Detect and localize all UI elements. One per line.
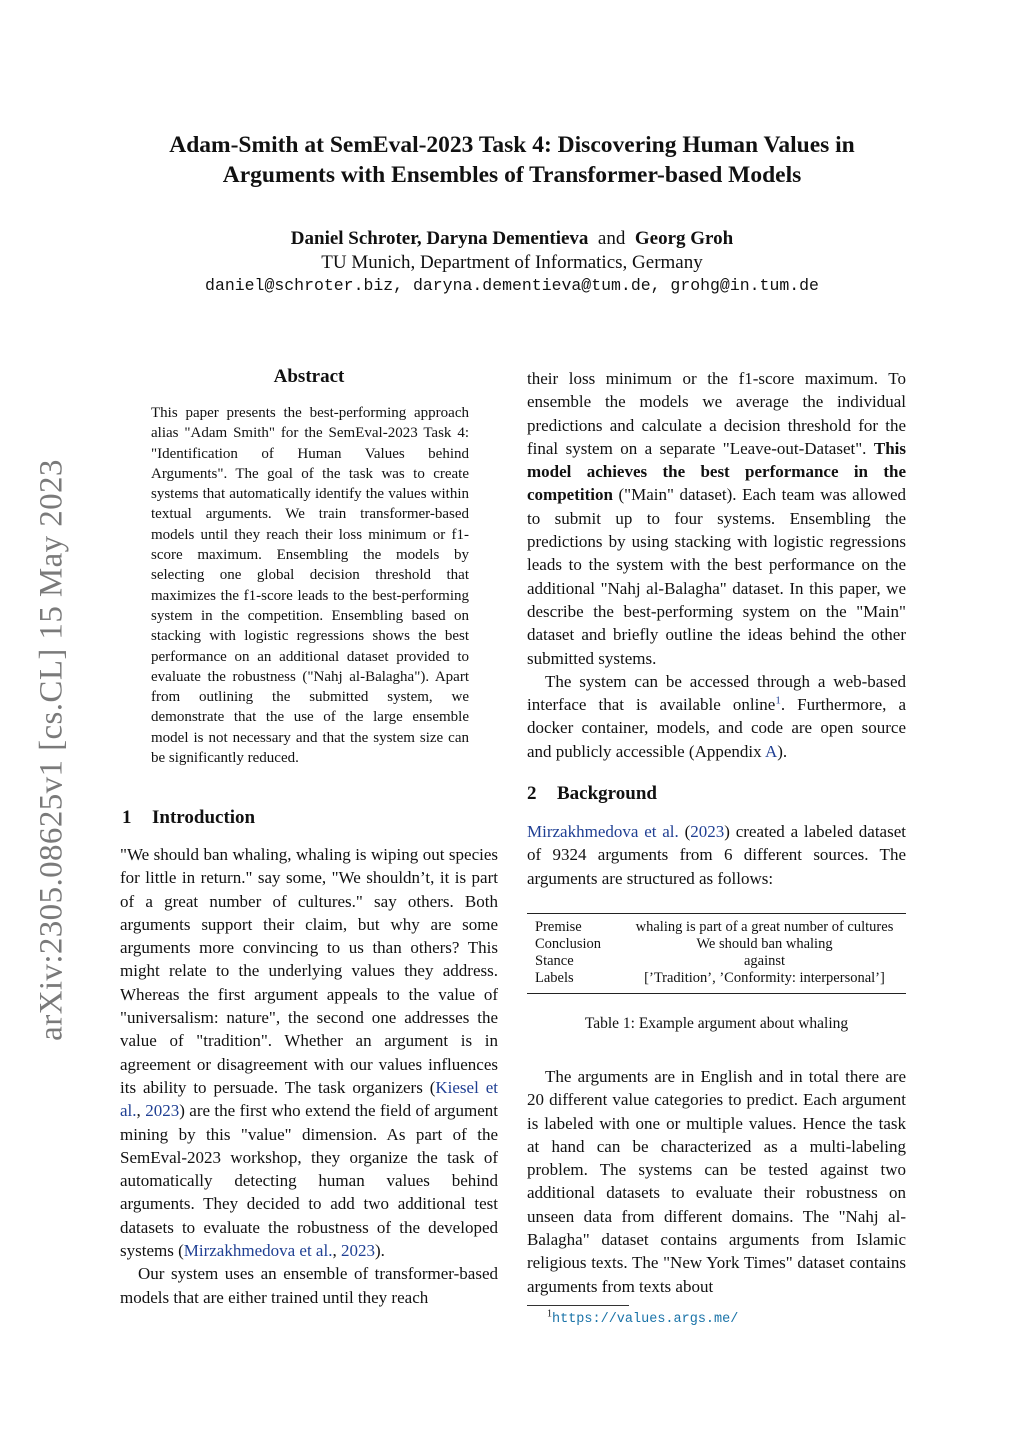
section-2-heading	[527, 782, 657, 806]
table-key-cell: Stance	[535, 953, 574, 969]
intro-text-a: "We should ban whaling, whaling is wiping out species for little in return." say some, "We shouldn’t, it is part of a great number of cultures." say others. Both arguments support their claim, but why are some arguments more convincing to us than others? This might relate to the underlying values they address. Whereas the first argument appeals to the value of "universalism: nature", the second one addresses the value of "tradition". Whether an argument is in agreement or disagreement with our values influences its ability to persuade. The task organizers (	[120, 845, 498, 1097]
author-emails: daniel@schroter.biz, daryna.dementieva@tum.de, grohg@in.tum.de	[205, 276, 819, 295]
footnote-1-mark: 1	[547, 1308, 552, 1320]
title-line-1: Adam-Smith at SemEval-2023 Task 4: Discovering Human Values in	[169, 132, 855, 158]
table-1-caption: Table 1: Example argument about whaling	[584, 1015, 849, 1032]
section-1-title: Introduction	[152, 807, 256, 828]
table-key-cell: Conclusion	[535, 936, 602, 952]
table-value-cell: whaling is part of a great number of cultures	[635, 919, 894, 935]
footnote-1	[547, 1310, 738, 1327]
intro-paragraph-1	[120, 843, 498, 1262]
table-row	[527, 970, 906, 987]
abstract-text: This paper presents the best-performing approach alias "Adam Smith" for the SemEval-2023 Task 4: "Identification of Human Values behind Arguments". The goal of the task was to create systems that automatically identify the values within textual arguments. We train transformer-based models until they reach their loss minimum or f1-score maximum. Ensembling the models by selecting one global decision threshold that maximizes the f1-score leads to the best-performing system in the competition. Ensembling based on stacking with logistic regressions shows the best performance on an additional dataset provided to evaluate the robustness ("Nahj al-Balagha"). Apart from outlining the submitted system, we demonstrate that the use of the large ensemble model is not necessary and that the system size can be significantly reduced.	[151, 405, 469, 767]
cite-mirzakhmedova-year[interactable]: 2023	[340, 1241, 375, 1261]
section-1-heading	[122, 806, 255, 830]
table-key-cell: Premise	[535, 919, 582, 935]
right-text-d: . Furthermore, a docker container, models, and code are open source and publicly accessible (Appendix	[527, 695, 906, 761]
authors-block	[120, 227, 904, 275]
cite-kiesel-name[interactable]: Kiesel et al.	[120, 1077, 498, 1121]
table-key-cell: Labels	[535, 970, 574, 986]
arxiv-sidebar	[32, 430, 72, 1070]
author-names	[120, 227, 904, 251]
cite-mirzakhmedova-name[interactable]: Mirzakhmedova et al.	[183, 1241, 333, 1261]
authors-last: Georg Groh	[634, 228, 734, 249]
abstract-heading: Abstract	[273, 366, 345, 387]
affiliation: TU Munich, Department of Informatics, Germany	[321, 252, 703, 273]
table-row	[527, 936, 906, 953]
background-continued	[527, 1065, 906, 1298]
table-value-cell: [’Tradition’, ’Conformity: interpersonal’]	[644, 970, 885, 986]
footnote-divider	[527, 1305, 629, 1306]
cite-kiesel-sep: ,	[136, 1101, 146, 1121]
cite-kiesel-year[interactable]: 2023	[145, 1101, 180, 1121]
table-value-cell: We should ban whaling	[696, 936, 833, 952]
arxiv-identifier: arXiv:2305.08625v1 [cs.CL] 15 May 2023	[33, 459, 70, 1041]
table-row	[527, 953, 906, 970]
right-column-body	[527, 367, 906, 763]
background-paragraph-2: The arguments are in English and in total there are 20 different value categories to predict. Each argument is labeled with one or multiple values. Hence the task at hand can be characterized as a multi-labeling problem. The systems can be tested against two additional datasets to evaluate their robustness on unseen data from different domains. The "Nahj al-Balagha" dataset contains arguments from Islamic religious texts. The "New York Times" dataset contains arguments from texts about	[527, 1067, 906, 1296]
example-argument-table	[527, 913, 906, 994]
online-interface-paragraph	[527, 670, 906, 763]
intro-text-c: ).	[374, 1241, 385, 1261]
footnote-1-url[interactable]: https://values.args.me/	[552, 1312, 739, 1327]
right-text-b: ("Main" dataset). Each team was allowed to submit up to four systems. Ensembling the predictions by using stacking with logistic regressions leads to the system with the best performance on the additional "Nahj al-Balagha" dataset. In this paper, we describe the best-performing system on the "Main" dataset and briefly outline the ideas behind the other submitted systems.	[527, 485, 906, 668]
table-row	[527, 919, 906, 936]
authors-first: Daniel Schroter, Daryna Dementieva	[290, 228, 589, 249]
paper-title	[120, 130, 904, 190]
intro-text-b: ) are the first who extend the field of argument mining by this "value" dimension. As part of the SemEval-2023 workshop, they organize the task of automatically detecting human values behind arguments. They decided to add two additional test datasets to evaluate the robustness of the developed systems (	[120, 1101, 499, 1261]
right-text-e: ).	[777, 741, 788, 761]
section-1-number: 1	[122, 807, 132, 828]
right-text-c: The system can be accessed through a web-based interface that is available online	[527, 671, 906, 715]
right-text-a: their loss minimum or the f1-score maximum. To ensemble the models we average the individual predictions and calculate a decision threshold for the final system on a separate "Leave-out-Dataset".	[527, 369, 906, 458]
cite-mirzakhmedova-sep: ,	[332, 1241, 341, 1261]
table-value-cell: against	[743, 953, 786, 969]
intro-body	[120, 843, 498, 1309]
cite-mirzakhmedova-bg-open: (	[678, 822, 691, 841]
intro-continued-paragraph	[527, 367, 906, 670]
section-2-number: 2	[527, 783, 537, 804]
title-line-2: Arguments with Ensembles of Transformer-based Models	[222, 162, 802, 188]
cite-mirzakhmedova-bg-name[interactable]: Mirzakhmedova et al.	[527, 822, 679, 841]
cite-mirzakhmedova-bg-year[interactable]: 2023	[690, 822, 725, 841]
right-bold-claim: This model achieves the best performance in the competition	[527, 438, 906, 505]
appendix-a-link[interactable]: A	[764, 741, 778, 761]
section-2-title: Background	[557, 783, 657, 804]
intro-paragraph-2: Our system uses an ensemble of transformer-based models that are either trained until they reach	[120, 1264, 498, 1307]
background-text-a: ) created a labeled dataset of 9324 arguments from 6 different sources. The arguments are structured as follows:	[527, 822, 906, 888]
authors-and: and	[597, 228, 626, 249]
footnote-1-link[interactable]: 1	[775, 694, 781, 707]
background-paragraph-1	[527, 820, 906, 890]
background-intro	[527, 820, 906, 890]
